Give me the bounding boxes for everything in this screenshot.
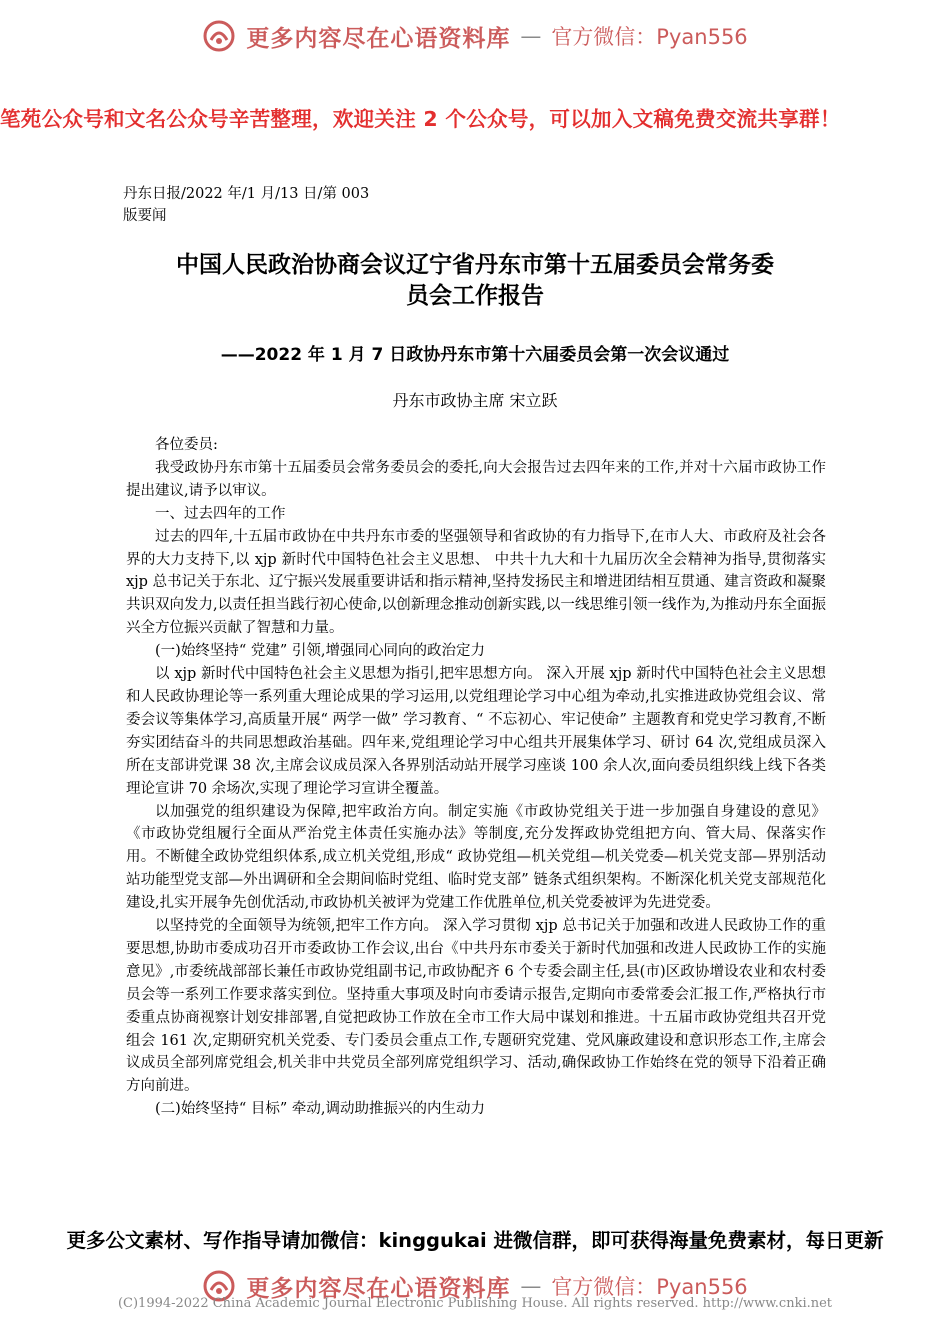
page-title [0, 250, 950, 312]
paragraph: 以加强党的组织建设为保障,把牢政治方向。制定实施《市政协党组关于进一步加强自身建设的意见》 《市政协党组履行全面从严治党主体责任实施办法》等制度,充分发挥政协党组把方向、管大局、保落实作用。不断健全政协党组织体系,成立机关党组,形成“ 政协党组—机关党组—机关党委—机关党支部—界别活动站功能型党支部—外出调研和全会期间临时党组、临时党支部” 链条式组织架构。不断深化机关党支部规范化建设,扎实开展争先创优活动,市政协机关被评为党建工作优胜单位,机关党委被评为先进党委。 [126, 803, 826, 912]
title-line-2: 员会工作报告 [406, 283, 544, 309]
source-line: 丹东日报/2022 年/1 月/13 日/第 003 [123, 186, 370, 202]
copyright-footer: (C)1994-2022 China Academic Journal Electronic Publishing House. All rights reserved. http://www.cnki.net [117, 1296, 833, 1311]
site-logo-icon [202, 19, 236, 53]
subsection-heading: (二)始终坚持“ 目标” 牵动,调动助推振兴的内生动力 [155, 1101, 485, 1118]
watermark-wechat: 官方微信：Pyan556 [551, 25, 748, 49]
section-line: 版要闻 [123, 208, 167, 224]
paragraph: 以 xjp 新时代中国特色社会主义思想为指引,把牢思想方向。 深入开展 xjp 新时代中国特色社会主义思想和人民政协理论等一系列重大理论成果的学习运用,以党组理论学习中心组为牵动,扎实推进政协党组会议、常委会议等集体学习,高质量开展“ 两学一做” 学习教育、“ 不忘初心、牢记使命” 主题教育和党史学习教育,不断夯实团结奋斗的共同思想政治基础。四年来,党组理论学习中心组共开展集体学习、研讨 64 次,党组成员深入所在支部讲党课 38 次,主席会议成员深入各界别活动站开展学习座谈 100 余人次,面向委员组织线上线下各类理论宣讲 70 余场次,实现了理论学习宣讲全覆盖。 [126, 666, 826, 797]
section-heading: 一、过去四年的工作 [155, 505, 286, 522]
red-promo-banner: 笔苑公众号和文名公众号辛苦整理，欢迎关注 2 个公众号，可以加入文稿免费交流共享群！ [0, 107, 841, 131]
paragraph: 以坚持党的全面领导为统领,把牢工作方向。 深入学习贯彻 xjp 总书记关于加强和改进人民政协工作的重要思想,协助市委成功召开市委政协工作会议,出台《中共丹东市委关于新时代加强和改进人民政协工作的实施意见》,市委统战部部长兼任市政协党组副书记,市政协配齐 6 个专委会副主任,县(市)区政协增设农业和农村委员会等一系列工作要求落实到位。坚持重大事项及时向市委请示报告,定期向市委常委会汇报工作,严格执行市委重点协商视察计划安排部署,自觉把政协工作放在全市工作大局中谋划和推进。十五届市政协党组共召开党组会 161 次,定期研究机关党委、专门委员会重点工作,专题研究党建、党风廉政建设和意识形态工作,主席会议成员全部列席党组会,机关非中共党员全部列席党组织学习、活动,确保政协工作始终在党的领导下沿着正确方向前进。 [126, 918, 826, 1095]
watermark-separator: — [520, 1274, 542, 1298]
report-body [126, 434, 826, 1121]
watermark-slogan: 更多内容尽在心语资料库 [246, 24, 511, 52]
bottom-promo-banner: 更多公文素材、写作指导请加微信：kinggukai 进微信群，即可获得海量免费素材，每日更新 [66, 1229, 884, 1252]
title-line-1: 中国人民政治协商会议辽宁省丹东市第十五届委员会常务委 [176, 252, 774, 278]
author-line: 丹东市政协主席 宋立跃 [392, 391, 558, 410]
paragraph: 过去的四年,十五届市政协在中共丹东市委的坚强领导和省政协的有力指导下,在市人大、市政府及社会各界的大力支持下,以 xjp 新时代中国特色社会主义思想、 中共十九大和十九届历次全会精神为指导,贯彻落实 xjp 总书记关于东北、辽宁振兴发展重要讲话和指示精神,坚持发扬民主和增进团结相互贯通、建言资政和凝聚共识双向发力,以责任担当践行初心使命,以创新理念推动创新实践,以一线思维引领一线作为,为推动丹东全面振兴全方位振兴贡献了智慧和力量。 [126, 528, 826, 637]
paragraph: 各位委员: [155, 437, 218, 453]
page-subtitle: ——2022 年 1 月 7 日政协丹东市第十六届委员会第一次会议通过 [220, 345, 730, 365]
paragraph: 我受政协丹东市第十五届委员会常务委员会的委托,向大会报告过去四年来的工作,并对十六届市政协工作提出建议,请予以审议。 [126, 459, 826, 499]
watermark-slogan: 更多内容尽在心语资料库 [246, 1274, 511, 1302]
subsection-heading: (一)始终坚持“ 党建” 引领,增强同心同向的政治定力 [155, 643, 485, 660]
watermark-wechat: 官方微信：Pyan556 [551, 1275, 748, 1299]
top-watermark [0, 16, 950, 56]
watermark-separator: — [520, 24, 542, 48]
